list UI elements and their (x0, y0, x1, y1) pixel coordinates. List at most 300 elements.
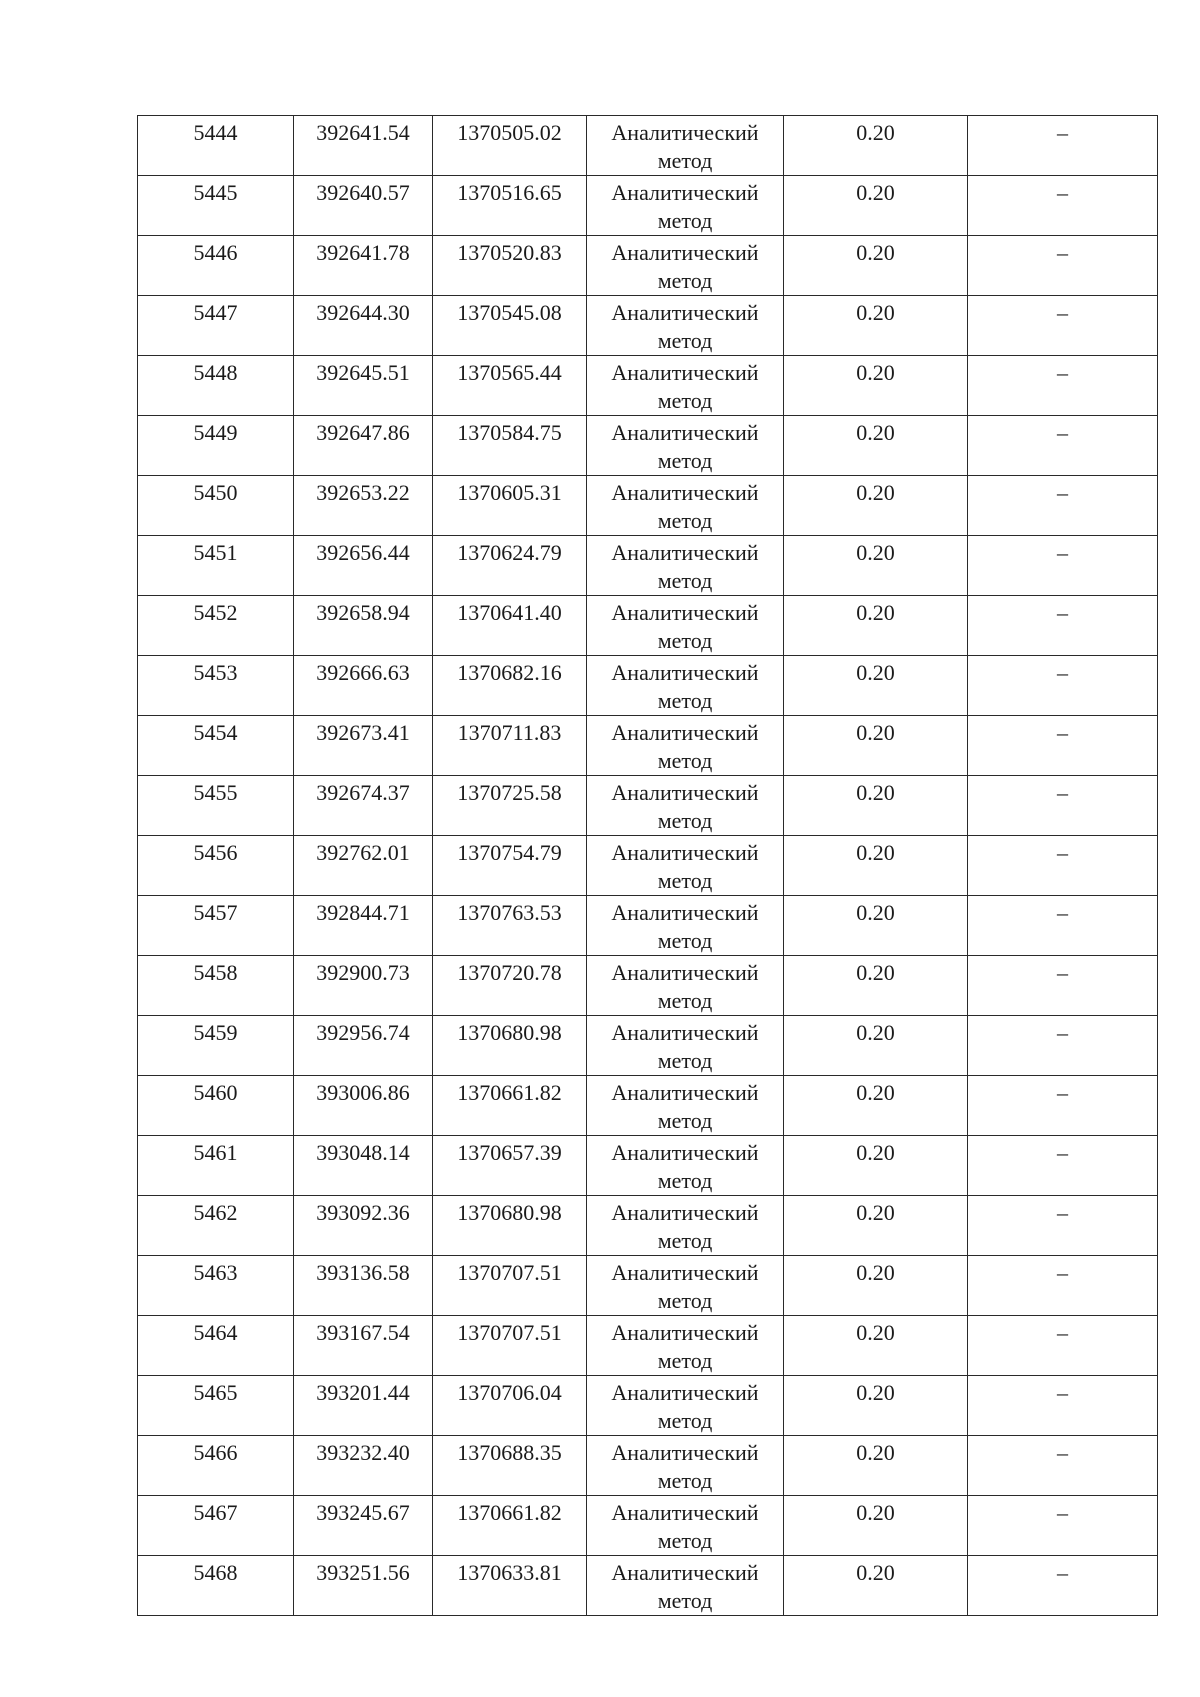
note-cell-text: – (1057, 1020, 1068, 1045)
y-coordinate-cell (433, 1376, 587, 1436)
method-cell-text: Аналитический метод (611, 600, 759, 653)
method-cell (587, 1016, 784, 1076)
table-row (138, 1556, 1158, 1616)
y-coordinate-cell (433, 1556, 587, 1616)
note-cell-text: – (1057, 1560, 1068, 1585)
method-cell (587, 476, 784, 536)
accuracy-cell-text: 0.20 (856, 660, 895, 685)
method-cell-text: Аналитический метод (611, 1560, 759, 1613)
y-coordinate-cell-text: 1370725.58 (457, 780, 562, 805)
y-coordinate-cell-text: 1370545.08 (457, 300, 562, 325)
point-number-cell (138, 1496, 294, 1556)
method-cell-text: Аналитический метод (611, 360, 759, 413)
accuracy-cell-text: 0.20 (856, 900, 895, 925)
table-row (138, 176, 1158, 236)
note-cell-text: – (1057, 900, 1068, 925)
note-cell (968, 1496, 1158, 1556)
accuracy-cell-text: 0.20 (856, 480, 895, 505)
x-coordinate-cell (294, 476, 433, 536)
point-number-cell-text: 5457 (193, 900, 238, 925)
method-cell (587, 356, 784, 416)
method-cell-text: Аналитический метод (611, 1500, 759, 1553)
method-cell-text: Аналитический метод (611, 1320, 759, 1373)
point-number-cell (138, 116, 294, 176)
x-coordinate-cell (294, 116, 433, 176)
method-cell-text: Аналитический метод (611, 900, 759, 953)
point-number-cell (138, 1376, 294, 1436)
table-row (138, 1316, 1158, 1376)
accuracy-cell-text: 0.20 (856, 1260, 895, 1285)
y-coordinate-cell (433, 656, 587, 716)
table-row (138, 1136, 1158, 1196)
point-number-cell-text: 5463 (193, 1260, 238, 1285)
method-cell-text: Аналитический метод (611, 540, 759, 593)
x-coordinate-cell (294, 236, 433, 296)
y-coordinate-cell (433, 356, 587, 416)
point-number-cell-text: 5444 (193, 120, 238, 145)
y-coordinate-cell-text: 1370605.31 (457, 480, 562, 505)
accuracy-cell (784, 776, 968, 836)
point-number-cell (138, 776, 294, 836)
x-coordinate-cell (294, 1076, 433, 1136)
accuracy-cell (784, 896, 968, 956)
y-coordinate-cell (433, 776, 587, 836)
y-coordinate-cell (433, 896, 587, 956)
method-cell-text: Аналитический метод (611, 180, 759, 233)
note-cell (968, 716, 1158, 776)
accuracy-cell (784, 416, 968, 476)
note-cell-text: – (1057, 1140, 1068, 1165)
table-row (138, 236, 1158, 296)
table-row (138, 356, 1158, 416)
accuracy-cell-text: 0.20 (856, 1560, 895, 1585)
y-coordinate-cell-text: 1370565.44 (457, 360, 562, 385)
method-cell (587, 776, 784, 836)
accuracy-cell (784, 716, 968, 776)
note-cell-text: – (1057, 1080, 1068, 1105)
accuracy-cell-text: 0.20 (856, 120, 895, 145)
note-cell (968, 296, 1158, 356)
accuracy-cell (784, 596, 968, 656)
accuracy-cell-text: 0.20 (856, 1140, 895, 1165)
method-cell-text: Аналитический метод (611, 1260, 759, 1313)
point-number-cell-text: 5459 (193, 1020, 238, 1045)
method-cell-text: Аналитический метод (611, 1380, 759, 1433)
y-coordinate-cell-text: 1370763.53 (457, 900, 562, 925)
y-coordinate-cell-text: 1370754.79 (457, 840, 562, 865)
table-row (138, 596, 1158, 656)
accuracy-cell-text: 0.20 (856, 1380, 895, 1405)
y-coordinate-cell (433, 1136, 587, 1196)
note-cell-text: – (1057, 1380, 1068, 1405)
method-cell (587, 1196, 784, 1256)
x-coordinate-cell-text: 392653.22 (316, 480, 410, 505)
point-number-cell-text: 5465 (193, 1380, 238, 1405)
note-cell-text: – (1057, 780, 1068, 805)
point-number-cell (138, 1436, 294, 1496)
accuracy-cell-text: 0.20 (856, 540, 895, 565)
point-number-cell-text: 5447 (193, 300, 238, 325)
x-coordinate-cell (294, 1436, 433, 1496)
x-coordinate-cell-text: 393006.86 (316, 1080, 410, 1105)
x-coordinate-cell (294, 416, 433, 476)
method-cell-text: Аналитический метод (611, 960, 759, 1013)
y-coordinate-cell-text: 1370661.82 (457, 1080, 562, 1105)
x-coordinate-cell (294, 596, 433, 656)
y-coordinate-cell (433, 1436, 587, 1496)
accuracy-cell (784, 476, 968, 536)
note-cell-text: – (1057, 1500, 1068, 1525)
table-row (138, 836, 1158, 896)
method-cell (587, 1256, 784, 1316)
y-coordinate-cell-text: 1370624.79 (457, 540, 562, 565)
point-number-cell (138, 656, 294, 716)
point-number-cell (138, 1556, 294, 1616)
method-cell (587, 1136, 784, 1196)
accuracy-cell (784, 1016, 968, 1076)
note-cell (968, 176, 1158, 236)
y-coordinate-cell (433, 296, 587, 356)
accuracy-cell (784, 116, 968, 176)
note-cell (968, 596, 1158, 656)
x-coordinate-cell (294, 296, 433, 356)
accuracy-cell-text: 0.20 (856, 180, 895, 205)
note-cell-text: – (1057, 1260, 1068, 1285)
accuracy-cell-text: 0.20 (856, 1080, 895, 1105)
y-coordinate-cell (433, 1076, 587, 1136)
x-coordinate-cell (294, 1196, 433, 1256)
y-coordinate-cell-text: 1370520.83 (457, 240, 562, 265)
point-number-cell (138, 1256, 294, 1316)
point-number-cell (138, 1136, 294, 1196)
method-cell (587, 896, 784, 956)
note-cell-text: – (1057, 420, 1068, 445)
y-coordinate-cell-text: 1370707.51 (457, 1260, 562, 1285)
point-number-cell-text: 5454 (193, 720, 238, 745)
method-cell (587, 1556, 784, 1616)
accuracy-cell (784, 356, 968, 416)
x-coordinate-cell-text: 392644.30 (316, 300, 410, 325)
method-cell-text: Аналитический метод (611, 840, 759, 893)
method-cell (587, 536, 784, 596)
y-coordinate-cell (433, 1316, 587, 1376)
table-row (138, 1256, 1158, 1316)
y-coordinate-cell-text: 1370720.78 (457, 960, 562, 985)
x-coordinate-cell (294, 1316, 433, 1376)
point-number-cell-text: 5460 (193, 1080, 238, 1105)
y-coordinate-cell (433, 716, 587, 776)
note-cell-text: – (1057, 180, 1068, 205)
point-number-cell (138, 416, 294, 476)
accuracy-cell (784, 296, 968, 356)
note-cell (968, 356, 1158, 416)
x-coordinate-cell-text: 392640.57 (316, 180, 410, 205)
accuracy-cell-text: 0.20 (856, 720, 895, 745)
x-coordinate-cell-text: 392656.44 (316, 540, 410, 565)
x-coordinate-cell (294, 1136, 433, 1196)
note-cell-text: – (1057, 300, 1068, 325)
table-row (138, 1376, 1158, 1436)
y-coordinate-cell-text: 1370584.75 (457, 420, 562, 445)
point-number-cell (138, 596, 294, 656)
point-number-cell (138, 1076, 294, 1136)
point-number-cell (138, 296, 294, 356)
coordinates-table (137, 115, 1158, 1616)
note-cell-text: – (1057, 600, 1068, 625)
point-number-cell-text: 5445 (193, 180, 238, 205)
y-coordinate-cell (433, 1196, 587, 1256)
table-row (138, 956, 1158, 1016)
point-number-cell-text: 5458 (193, 960, 238, 985)
note-cell-text: – (1057, 720, 1068, 745)
accuracy-cell (784, 1376, 968, 1436)
accuracy-cell (784, 1256, 968, 1316)
x-coordinate-cell (294, 176, 433, 236)
y-coordinate-cell (433, 596, 587, 656)
note-cell-text: – (1057, 660, 1068, 685)
note-cell (968, 416, 1158, 476)
method-cell-text: Аналитический метод (611, 660, 759, 713)
x-coordinate-cell-text: 393232.40 (316, 1440, 410, 1465)
method-cell (587, 836, 784, 896)
table-row (138, 1016, 1158, 1076)
y-coordinate-cell-text: 1370688.35 (457, 1440, 562, 1465)
method-cell-text: Аналитический метод (611, 720, 759, 773)
x-coordinate-cell-text: 392956.74 (316, 1020, 410, 1045)
accuracy-cell (784, 1316, 968, 1376)
y-coordinate-cell-text: 1370680.98 (457, 1200, 562, 1225)
x-coordinate-cell-text: 392647.86 (316, 420, 410, 445)
accuracy-cell-text: 0.20 (856, 840, 895, 865)
point-number-cell (138, 1196, 294, 1256)
note-cell-text: – (1057, 840, 1068, 865)
method-cell (587, 236, 784, 296)
note-cell (968, 776, 1158, 836)
point-number-cell (138, 536, 294, 596)
accuracy-cell-text: 0.20 (856, 420, 895, 445)
method-cell-text: Аналитический метод (611, 1440, 759, 1493)
y-coordinate-cell (433, 956, 587, 1016)
accuracy-cell (784, 1196, 968, 1256)
table-row (138, 776, 1158, 836)
point-number-cell-text: 5446 (193, 240, 238, 265)
accuracy-cell-text: 0.20 (856, 360, 895, 385)
x-coordinate-cell-text: 392666.63 (316, 660, 410, 685)
table-row (138, 476, 1158, 536)
note-cell (968, 1076, 1158, 1136)
point-number-cell (138, 1316, 294, 1376)
note-cell (968, 1136, 1158, 1196)
method-cell-text: Аналитический метод (611, 240, 759, 293)
point-number-cell-text: 5452 (193, 600, 238, 625)
x-coordinate-cell-text: 393092.36 (316, 1200, 410, 1225)
point-number-cell-text: 5468 (193, 1560, 238, 1585)
accuracy-cell (784, 1496, 968, 1556)
method-cell (587, 1316, 784, 1376)
y-coordinate-cell-text: 1370707.51 (457, 1320, 562, 1345)
method-cell (587, 956, 784, 1016)
y-coordinate-cell (433, 236, 587, 296)
point-number-cell (138, 356, 294, 416)
accuracy-cell (784, 1136, 968, 1196)
accuracy-cell-text: 0.20 (856, 1440, 895, 1465)
x-coordinate-cell (294, 356, 433, 416)
method-cell-text: Аналитический метод (611, 1020, 759, 1073)
x-coordinate-cell (294, 1556, 433, 1616)
note-cell (968, 1196, 1158, 1256)
accuracy-cell-text: 0.20 (856, 960, 895, 985)
point-number-cell (138, 956, 294, 1016)
accuracy-cell (784, 1436, 968, 1496)
point-number-cell-text: 5466 (193, 1440, 238, 1465)
table-row (138, 1436, 1158, 1496)
accuracy-cell-text: 0.20 (856, 600, 895, 625)
note-cell (968, 1316, 1158, 1376)
point-number-cell (138, 176, 294, 236)
x-coordinate-cell-text: 392641.78 (316, 240, 410, 265)
y-coordinate-cell-text: 1370505.02 (457, 120, 562, 145)
note-cell (968, 896, 1158, 956)
note-cell-text: – (1057, 480, 1068, 505)
x-coordinate-cell-text: 392900.73 (316, 960, 410, 985)
x-coordinate-cell-text: 392674.37 (316, 780, 410, 805)
point-number-cell-text: 5464 (193, 1320, 238, 1345)
method-cell (587, 116, 784, 176)
note-cell-text: – (1057, 1320, 1068, 1345)
method-cell (587, 596, 784, 656)
note-cell (968, 1556, 1158, 1616)
x-coordinate-cell-text: 392658.94 (316, 600, 410, 625)
y-coordinate-cell-text: 1370711.83 (457, 720, 562, 745)
accuracy-cell (784, 236, 968, 296)
x-coordinate-cell (294, 1496, 433, 1556)
note-cell (968, 836, 1158, 896)
table-row (138, 416, 1158, 476)
y-coordinate-cell (433, 536, 587, 596)
note-cell (968, 476, 1158, 536)
accuracy-cell (784, 1076, 968, 1136)
accuracy-cell (784, 656, 968, 716)
method-cell (587, 656, 784, 716)
table-row (138, 716, 1158, 776)
x-coordinate-cell-text: 393251.56 (316, 1560, 410, 1585)
method-cell (587, 1436, 784, 1496)
note-cell (968, 116, 1158, 176)
accuracy-cell-text: 0.20 (856, 1200, 895, 1225)
point-number-cell-text: 5467 (193, 1500, 238, 1525)
method-cell-text: Аналитический метод (611, 1080, 759, 1133)
method-cell (587, 296, 784, 356)
x-coordinate-cell-text: 392762.01 (316, 840, 410, 865)
x-coordinate-cell-text: 392673.41 (316, 720, 410, 745)
note-cell-text: – (1057, 1440, 1068, 1465)
point-number-cell (138, 716, 294, 776)
x-coordinate-cell (294, 536, 433, 596)
x-coordinate-cell (294, 896, 433, 956)
method-cell (587, 1076, 784, 1136)
x-coordinate-cell (294, 1256, 433, 1316)
x-coordinate-cell-text: 393201.44 (316, 1380, 410, 1405)
method-cell-text: Аналитический метод (611, 300, 759, 353)
table-row (138, 536, 1158, 596)
note-cell (968, 1256, 1158, 1316)
note-cell-text: – (1057, 360, 1068, 385)
table-row (138, 656, 1158, 716)
note-cell (968, 1436, 1158, 1496)
x-coordinate-cell-text: 393048.14 (316, 1140, 410, 1165)
point-number-cell-text: 5456 (193, 840, 238, 865)
note-cell-text: – (1057, 240, 1068, 265)
accuracy-cell (784, 1556, 968, 1616)
point-number-cell-text: 5450 (193, 480, 238, 505)
note-cell-text: – (1057, 120, 1068, 145)
point-number-cell (138, 1016, 294, 1076)
note-cell (968, 656, 1158, 716)
point-number-cell-text: 5449 (193, 420, 238, 445)
accuracy-cell (784, 536, 968, 596)
note-cell-text: – (1057, 960, 1068, 985)
note-cell (968, 1016, 1158, 1076)
x-coordinate-cell-text: 393167.54 (316, 1320, 410, 1345)
method-cell (587, 1496, 784, 1556)
y-coordinate-cell-text: 1370680.98 (457, 1020, 562, 1045)
y-coordinate-cell (433, 1256, 587, 1316)
y-coordinate-cell (433, 1496, 587, 1556)
point-number-cell-text: 5451 (193, 540, 238, 565)
x-coordinate-cell (294, 656, 433, 716)
table-body (138, 116, 1158, 1616)
accuracy-cell (784, 176, 968, 236)
note-cell (968, 236, 1158, 296)
note-cell-text: – (1057, 1200, 1068, 1225)
method-cell-text: Аналитический метод (611, 120, 759, 173)
y-coordinate-cell-text: 1370661.82 (457, 1500, 562, 1525)
y-coordinate-cell-text: 1370633.81 (457, 1560, 562, 1585)
y-coordinate-cell-text: 1370706.04 (457, 1380, 562, 1405)
point-number-cell (138, 476, 294, 536)
x-coordinate-cell (294, 1376, 433, 1436)
y-coordinate-cell-text: 1370641.40 (457, 600, 562, 625)
point-number-cell (138, 836, 294, 896)
accuracy-cell (784, 956, 968, 1016)
table-row (138, 116, 1158, 176)
point-number-cell-text: 5461 (193, 1140, 238, 1165)
accuracy-cell (784, 836, 968, 896)
note-cell (968, 536, 1158, 596)
note-cell (968, 956, 1158, 1016)
accuracy-cell-text: 0.20 (856, 1020, 895, 1045)
x-coordinate-cell-text: 392645.51 (316, 360, 410, 385)
point-number-cell-text: 5455 (193, 780, 238, 805)
y-coordinate-cell (433, 416, 587, 476)
point-number-cell-text: 5448 (193, 360, 238, 385)
x-coordinate-cell-text: 392641.54 (316, 120, 410, 145)
x-coordinate-cell (294, 716, 433, 776)
accuracy-cell-text: 0.20 (856, 300, 895, 325)
accuracy-cell-text: 0.20 (856, 1500, 895, 1525)
table-row (138, 1076, 1158, 1136)
y-coordinate-cell-text: 1370516.65 (457, 180, 562, 205)
point-number-cell-text: 5453 (193, 660, 238, 685)
y-coordinate-cell (433, 116, 587, 176)
method-cell (587, 176, 784, 236)
method-cell-text: Аналитический метод (611, 780, 759, 833)
method-cell-text: Аналитический метод (611, 1140, 759, 1193)
x-coordinate-cell (294, 1016, 433, 1076)
x-coordinate-cell (294, 776, 433, 836)
accuracy-cell-text: 0.20 (856, 240, 895, 265)
method-cell (587, 1376, 784, 1436)
